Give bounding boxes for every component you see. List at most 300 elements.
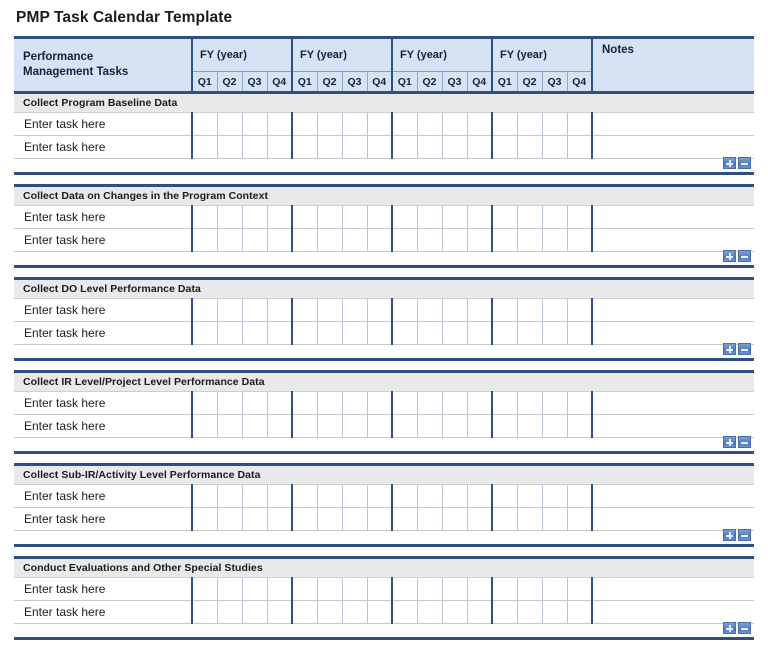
quarter-header-fy3-q3: Q3: [442, 72, 467, 93]
quarter-header-fy1-q3: Q3: [242, 72, 267, 93]
quarter-cell-fy1-q1[interactable]: [192, 415, 217, 438]
quarter-cell-fy1-q2[interactable]: [217, 206, 242, 229]
quarter-header-fy2-q2: Q2: [317, 72, 342, 93]
quarter-cell-fy1-q2[interactable]: [217, 485, 242, 508]
quarter-cell-fy3-q2[interactable]: [417, 601, 442, 624]
quarter-cell-fy2-q3[interactable]: [342, 136, 367, 159]
quarter-cell-fy2-q2[interactable]: [317, 392, 342, 415]
quarter-cell-fy4-q4[interactable]: [567, 415, 592, 438]
task-name-input[interactable]: Enter task here: [14, 415, 192, 438]
quarter-cell-fy4-q1[interactable]: [492, 136, 517, 159]
quarter-cell-fy1-q1[interactable]: [192, 299, 217, 322]
quarter-cell-fy4-q3[interactable]: [542, 485, 567, 508]
quarter-cell-fy4-q2[interactable]: [517, 113, 542, 136]
quarter-cell-fy3-q2[interactable]: [417, 206, 442, 229]
page-title: PMP Task Calendar Template: [16, 9, 232, 27]
quarter-cell-fy4-q3[interactable]: [542, 578, 567, 601]
quarter-cell-fy1-q2[interactable]: [217, 415, 242, 438]
quarter-cell-fy3-q1[interactable]: [392, 113, 417, 136]
section-title: Conduct Evaluations and Other Special Studies: [14, 558, 754, 578]
task-name-input[interactable]: Enter task here: [14, 136, 192, 159]
row-control-button-group: [723, 157, 751, 169]
quarter-cell-fy3-q1[interactable]: [392, 136, 417, 159]
remove-row-button[interactable]: [738, 622, 751, 634]
quarter-cell-fy4-q2[interactable]: [517, 601, 542, 624]
quarter-cell-fy1-q3[interactable]: [242, 485, 267, 508]
quarter-cell-fy3-q4[interactable]: [467, 229, 492, 252]
quarter-cell-fy4-q4[interactable]: [567, 299, 592, 322]
section-controls-row: [14, 624, 754, 639]
quarter-cell-fy3-q3[interactable]: [442, 113, 467, 136]
row-control-button-group: [723, 343, 751, 355]
task-name-input[interactable]: Enter task here: [14, 206, 192, 229]
add-row-button[interactable]: [723, 250, 736, 262]
quarter-cell-fy2-q2[interactable]: [317, 322, 342, 345]
section-controls-cell: [14, 345, 754, 360]
section-gap: [14, 453, 754, 465]
quarter-cell-fy3-q4[interactable]: [467, 415, 492, 438]
quarter-cell-fy1-q3[interactable]: [242, 299, 267, 322]
quarter-cell-fy1-q1[interactable]: [192, 578, 217, 601]
quarter-cell-fy1-q1[interactable]: [192, 601, 217, 624]
quarter-header-fy4-q3: Q3: [542, 72, 567, 93]
quarter-cell-fy4-q4[interactable]: [567, 601, 592, 624]
quarter-cell-fy3-q2[interactable]: [417, 136, 442, 159]
quarter-cell-fy1-q2[interactable]: [217, 299, 242, 322]
quarter-cell-fy3-q3[interactable]: [442, 299, 467, 322]
quarter-cell-fy4-q2[interactable]: [517, 322, 542, 345]
quarter-cell-fy3-q2[interactable]: [417, 299, 442, 322]
section-controls-row: [14, 438, 754, 453]
quarter-header-fy2-q1: Q1: [292, 72, 317, 93]
quarter-cell-fy2-q4[interactable]: [367, 485, 392, 508]
quarter-cell-fy2-q1[interactable]: [292, 508, 317, 531]
quarter-cell-fy2-q2[interactable]: [317, 113, 342, 136]
section-gap-cell: [14, 267, 754, 279]
quarter-cell-fy1-q2[interactable]: [217, 601, 242, 624]
quarter-cell-fy4-q1[interactable]: [492, 299, 517, 322]
quarter-header-fy4-q2: Q2: [517, 72, 542, 93]
quarter-cell-fy3-q1[interactable]: [392, 392, 417, 415]
quarter-cell-fy4-q2[interactable]: [517, 578, 542, 601]
quarter-cell-fy1-q4[interactable]: [267, 229, 292, 252]
task-name-input[interactable]: Enter task here: [14, 578, 192, 601]
remove-row-button[interactable]: [738, 250, 751, 262]
quarter-cell-fy3-q2[interactable]: [417, 229, 442, 252]
quarter-cell-fy1-q1[interactable]: [192, 485, 217, 508]
task-row: [14, 578, 754, 601]
section-title: Collect Sub-IR/Activity Level Performance Data: [14, 465, 754, 485]
quarter-cell-fy2-q4[interactable]: [367, 113, 392, 136]
task-name-input[interactable]: Enter task here: [14, 485, 192, 508]
quarter-cell-fy2-q1[interactable]: [292, 485, 317, 508]
quarter-cell-fy3-q1[interactable]: [392, 508, 417, 531]
quarter-cell-fy1-q2[interactable]: [217, 136, 242, 159]
quarter-cell-fy2-q4[interactable]: [367, 322, 392, 345]
quarter-cell-fy2-q3[interactable]: [342, 322, 367, 345]
quarter-cell-fy4-q4[interactable]: [567, 206, 592, 229]
quarter-cell-fy1-q4[interactable]: [267, 322, 292, 345]
quarter-cell-fy3-q3[interactable]: [442, 601, 467, 624]
quarter-cell-fy1-q3[interactable]: [242, 113, 267, 136]
notes-cell[interactable]: [592, 392, 754, 415]
quarter-cell-fy3-q1[interactable]: [392, 299, 417, 322]
quarter-cell-fy2-q2[interactable]: [317, 206, 342, 229]
quarter-cell-fy3-q3[interactable]: [442, 578, 467, 601]
plus-icon-vertical: [729, 439, 731, 446]
quarter-cell-fy4-q3[interactable]: [542, 322, 567, 345]
quarter-cell-fy4-q4[interactable]: [567, 392, 592, 415]
quarter-cell-fy1-q3[interactable]: [242, 601, 267, 624]
quarter-cell-fy3-q2[interactable]: [417, 415, 442, 438]
quarter-cell-fy1-q1[interactable]: [192, 136, 217, 159]
quarter-cell-fy2-q2[interactable]: [317, 578, 342, 601]
quarter-cell-fy2-q4[interactable]: [367, 206, 392, 229]
quarter-cell-fy4-q4[interactable]: [567, 578, 592, 601]
task-row: [14, 113, 754, 136]
quarter-cell-fy3-q4[interactable]: [467, 508, 492, 531]
notes-cell[interactable]: [592, 206, 754, 229]
quarter-cell-fy2-q3[interactable]: [342, 485, 367, 508]
quarter-cell-fy4-q2[interactable]: [517, 415, 542, 438]
remove-row-button[interactable]: [738, 436, 751, 448]
quarter-cell-fy2-q2[interactable]: [317, 415, 342, 438]
quarter-cell-fy4-q1[interactable]: [492, 206, 517, 229]
quarter-cell-fy2-q3[interactable]: [342, 299, 367, 322]
quarter-cell-fy4-q2[interactable]: [517, 485, 542, 508]
quarter-cell-fy3-q3[interactable]: [442, 322, 467, 345]
quarter-header-fy1-q4: Q4: [267, 72, 292, 93]
minus-icon: [741, 349, 748, 351]
quarter-cell-fy4-q1[interactable]: [492, 485, 517, 508]
quarter-cell-fy4-q1[interactable]: [492, 578, 517, 601]
plus-icon-vertical: [729, 532, 731, 539]
section-controls-row: [14, 345, 754, 360]
section-title: Collect IR Level/Project Level Performance Data: [14, 372, 754, 392]
quarter-cell-fy4-q1[interactable]: [492, 229, 517, 252]
quarter-cell-fy3-q3[interactable]: [442, 415, 467, 438]
task-name-input[interactable]: Enter task here: [14, 322, 192, 345]
table-bottom-spacer-cell: [14, 639, 754, 650]
quarter-cell-fy2-q3[interactable]: [342, 415, 367, 438]
quarter-cell-fy4-q2[interactable]: [517, 392, 542, 415]
quarter-cell-fy3-q1[interactable]: [392, 601, 417, 624]
row-control-button-group: [723, 250, 751, 262]
quarter-cell-fy3-q1[interactable]: [392, 229, 417, 252]
quarter-cell-fy2-q4[interactable]: [367, 508, 392, 531]
section-header-row: [14, 372, 754, 392]
plus-icon-vertical: [729, 160, 731, 167]
quarter-cell-fy1-q2[interactable]: [217, 322, 242, 345]
quarter-cell-fy3-q4[interactable]: [467, 485, 492, 508]
quarter-cell-fy3-q1[interactable]: [392, 206, 417, 229]
quarter-cell-fy3-q1[interactable]: [392, 415, 417, 438]
remove-row-button[interactable]: [738, 343, 751, 355]
quarter-cell-fy4-q3[interactable]: [542, 113, 567, 136]
section-header-row: [14, 558, 754, 578]
section-gap: [14, 546, 754, 558]
quarter-cell-fy2-q4[interactable]: [367, 299, 392, 322]
add-row-button[interactable]: [723, 622, 736, 634]
quarter-cell-fy1-q1[interactable]: [192, 113, 217, 136]
add-row-button[interactable]: [723, 529, 736, 541]
quarter-header-fy4-q4: Q4: [567, 72, 592, 93]
quarter-cell-fy1-q3[interactable]: [242, 392, 267, 415]
quarter-cell-fy3-q1[interactable]: [392, 485, 417, 508]
notes-cell[interactable]: [592, 229, 754, 252]
quarter-cell-fy1-q1[interactable]: [192, 206, 217, 229]
quarter-cell-fy1-q4[interactable]: [267, 136, 292, 159]
header-row-groups: [14, 39, 754, 72]
quarter-cell-fy4-q1[interactable]: [492, 508, 517, 531]
task-column-header-line2: Management Tasks: [23, 65, 191, 80]
task-calendar-table: [14, 36, 754, 650]
quarter-cell-fy2-q3[interactable]: [342, 578, 367, 601]
task-name-input[interactable]: Enter task here: [14, 229, 192, 252]
task-name-input[interactable]: Enter task here: [14, 508, 192, 531]
fy-group-header-3: FY (year): [392, 39, 492, 72]
quarter-cell-fy1-q1[interactable]: [192, 392, 217, 415]
quarter-header-fy3-q1: Q1: [392, 72, 417, 93]
quarter-cell-fy2-q3[interactable]: [342, 229, 367, 252]
quarter-cell-fy3-q2[interactable]: [417, 578, 442, 601]
quarter-cell-fy2-q3[interactable]: [342, 392, 367, 415]
quarter-cell-fy2-q3[interactable]: [342, 601, 367, 624]
notes-cell[interactable]: [592, 578, 754, 601]
quarter-cell-fy1-q4[interactable]: [267, 299, 292, 322]
quarter-cell-fy3-q3[interactable]: [442, 392, 467, 415]
task-name-input[interactable]: Enter task here: [14, 392, 192, 415]
quarter-cell-fy1-q3[interactable]: [242, 229, 267, 252]
quarter-cell-fy1-q2[interactable]: [217, 578, 242, 601]
task-row: [14, 299, 754, 322]
quarter-cell-fy1-q4[interactable]: [267, 578, 292, 601]
notes-column-header: Notes: [592, 39, 754, 93]
remove-row-button[interactable]: [738, 157, 751, 169]
section-header-row: [14, 465, 754, 485]
section-controls-holder: [14, 531, 754, 544]
quarter-cell-fy1-q4[interactable]: [267, 508, 292, 531]
task-name-input[interactable]: Enter task here: [14, 299, 192, 322]
task-row: [14, 206, 754, 229]
quarter-cell-fy4-q1[interactable]: [492, 601, 517, 624]
quarter-header-fy1-q2: Q2: [217, 72, 242, 93]
quarter-cell-fy4-q3[interactable]: [542, 206, 567, 229]
minus-icon: [741, 628, 748, 630]
quarter-cell-fy3-q4[interactable]: [467, 392, 492, 415]
section-header-row: [14, 93, 754, 113]
quarter-cell-fy2-q3[interactable]: [342, 508, 367, 531]
quarter-cell-fy3-q2[interactable]: [417, 485, 442, 508]
section-gap-cell: [14, 360, 754, 372]
quarter-cell-fy4-q3[interactable]: [542, 415, 567, 438]
add-row-button[interactable]: [723, 157, 736, 169]
quarter-cell-fy1-q1[interactable]: [192, 508, 217, 531]
quarter-cell-fy4-q3[interactable]: [542, 392, 567, 415]
quarter-cell-fy2-q1[interactable]: [292, 206, 317, 229]
quarter-cell-fy1-q4[interactable]: [267, 415, 292, 438]
section-gap: [14, 267, 754, 279]
task-row: [14, 392, 754, 415]
quarter-cell-fy2-q2[interactable]: [317, 485, 342, 508]
quarter-cell-fy4-q4[interactable]: [567, 229, 592, 252]
quarter-cell-fy2-q4[interactable]: [367, 578, 392, 601]
quarter-cell-fy3-q4[interactable]: [467, 206, 492, 229]
minus-icon: [741, 442, 748, 444]
task-row: [14, 485, 754, 508]
remove-row-button[interactable]: [738, 529, 751, 541]
calendar-table-body: [14, 36, 754, 650]
quarter-cell-fy2-q1[interactable]: [292, 578, 317, 601]
task-row: [14, 508, 754, 531]
quarter-cell-fy2-q4[interactable]: [367, 415, 392, 438]
quarter-cell-fy2-q1[interactable]: [292, 415, 317, 438]
quarter-cell-fy3-q4[interactable]: [467, 136, 492, 159]
quarter-cell-fy1-q4[interactable]: [267, 485, 292, 508]
quarter-cell-fy4-q2[interactable]: [517, 136, 542, 159]
quarter-cell-fy2-q3[interactable]: [342, 206, 367, 229]
quarter-cell-fy4-q2[interactable]: [517, 229, 542, 252]
task-row: [14, 229, 754, 252]
quarter-cell-fy3-q2[interactable]: [417, 392, 442, 415]
quarter-cell-fy4-q2[interactable]: [517, 299, 542, 322]
quarter-cell-fy3-q2[interactable]: [417, 508, 442, 531]
notes-cell[interactable]: [592, 299, 754, 322]
task-name-input[interactable]: Enter task here: [14, 601, 192, 624]
quarter-cell-fy1-q3[interactable]: [242, 578, 267, 601]
add-row-button[interactable]: [723, 436, 736, 448]
notes-cell[interactable]: [592, 113, 754, 136]
quarter-cell-fy4-q3[interactable]: [542, 299, 567, 322]
quarter-cell-fy2-q2[interactable]: [317, 136, 342, 159]
quarter-cell-fy3-q4[interactable]: [467, 601, 492, 624]
quarter-cell-fy1-q4[interactable]: [267, 601, 292, 624]
quarter-cell-fy1-q3[interactable]: [242, 508, 267, 531]
plus-icon-vertical: [729, 625, 731, 632]
quarter-cell-fy2-q2[interactable]: [317, 508, 342, 531]
section-header-row: [14, 279, 754, 299]
notes-cell[interactable]: [592, 508, 754, 531]
quarter-cell-fy1-q1[interactable]: [192, 322, 217, 345]
quarter-cell-fy2-q3[interactable]: [342, 113, 367, 136]
quarter-cell-fy3-q4[interactable]: [467, 299, 492, 322]
quarter-cell-fy4-q1[interactable]: [492, 322, 517, 345]
quarter-cell-fy3-q3[interactable]: [442, 206, 467, 229]
add-row-button[interactable]: [723, 343, 736, 355]
quarter-cell-fy2-q2[interactable]: [317, 601, 342, 624]
quarter-cell-fy4-q3[interactable]: [542, 229, 567, 252]
task-row: [14, 322, 754, 345]
quarter-cell-fy3-q2[interactable]: [417, 322, 442, 345]
quarter-cell-fy4-q1[interactable]: [492, 113, 517, 136]
quarter-cell-fy3-q3[interactable]: [442, 229, 467, 252]
quarter-cell-fy1-q4[interactable]: [267, 392, 292, 415]
quarter-cell-fy2-q4[interactable]: [367, 136, 392, 159]
quarter-cell-fy1-q2[interactable]: [217, 229, 242, 252]
quarter-cell-fy1-q3[interactable]: [242, 322, 267, 345]
section-header-row: [14, 186, 754, 206]
section-gap: [14, 174, 754, 186]
section-controls-holder: [14, 345, 754, 358]
table-bottom-spacer: [14, 639, 754, 650]
quarter-cell-fy2-q1[interactable]: [292, 299, 317, 322]
quarter-cell-fy4-q4[interactable]: [567, 485, 592, 508]
quarter-cell-fy1-q2[interactable]: [217, 392, 242, 415]
quarter-cell-fy2-q1[interactable]: [292, 322, 317, 345]
section-gap-cell: [14, 453, 754, 465]
quarter-cell-fy4-q3[interactable]: [542, 136, 567, 159]
quarter-cell-fy4-q2[interactable]: [517, 206, 542, 229]
notes-cell[interactable]: [592, 415, 754, 438]
quarter-cell-fy2-q4[interactable]: [367, 229, 392, 252]
quarter-cell-fy3-q1[interactable]: [392, 322, 417, 345]
quarter-cell-fy3-q1[interactable]: [392, 578, 417, 601]
task-row: [14, 136, 754, 159]
quarter-cell-fy1-q3[interactable]: [242, 206, 267, 229]
quarter-cell-fy1-q3[interactable]: [242, 415, 267, 438]
quarter-cell-fy1-q3[interactable]: [242, 136, 267, 159]
quarter-cell-fy4-q2[interactable]: [517, 508, 542, 531]
quarter-header-fy1-q1: Q1: [192, 72, 217, 93]
quarter-cell-fy4-q3[interactable]: [542, 601, 567, 624]
quarter-header-fy2-q3: Q3: [342, 72, 367, 93]
task-name-input[interactable]: Enter task here: [14, 113, 192, 136]
quarter-cell-fy2-q2[interactable]: [317, 229, 342, 252]
quarter-cell-fy3-q3[interactable]: [442, 508, 467, 531]
quarter-cell-fy4-q4[interactable]: [567, 322, 592, 345]
quarter-cell-fy4-q4[interactable]: [567, 136, 592, 159]
quarter-cell-fy3-q2[interactable]: [417, 113, 442, 136]
quarter-cell-fy4-q3[interactable]: [542, 508, 567, 531]
quarter-cell-fy1-q4[interactable]: [267, 206, 292, 229]
section-controls-cell: [14, 624, 754, 639]
quarter-cell-fy4-q4[interactable]: [567, 508, 592, 531]
quarter-cell-fy4-q1[interactable]: [492, 415, 517, 438]
quarter-cell-fy2-q1[interactable]: [292, 601, 317, 624]
fy-group-header-2: FY (year): [292, 39, 392, 72]
notes-cell[interactable]: [592, 136, 754, 159]
section-controls-holder: [14, 438, 754, 451]
quarter-cell-fy2-q1[interactable]: [292, 229, 317, 252]
quarter-cell-fy2-q2[interactable]: [317, 299, 342, 322]
quarter-cell-fy3-q3[interactable]: [442, 485, 467, 508]
quarter-cell-fy3-q4[interactable]: [467, 113, 492, 136]
section-controls-cell: [14, 438, 754, 453]
quarter-cell-fy1-q2[interactable]: [217, 508, 242, 531]
quarter-cell-fy1-q4[interactable]: [267, 113, 292, 136]
quarter-cell-fy2-q4[interactable]: [367, 392, 392, 415]
quarter-cell-fy2-q4[interactable]: [367, 601, 392, 624]
quarter-cell-fy3-q4[interactable]: [467, 322, 492, 345]
section-controls-holder: [14, 159, 754, 172]
quarter-cell-fy3-q4[interactable]: [467, 578, 492, 601]
section-controls-row: [14, 159, 754, 174]
quarter-cell-fy1-q2[interactable]: [217, 113, 242, 136]
section-title: Collect Program Baseline Data: [14, 93, 754, 113]
quarter-cell-fy4-q1[interactable]: [492, 392, 517, 415]
quarter-cell-fy2-q1[interactable]: [292, 136, 317, 159]
notes-cell[interactable]: [592, 322, 754, 345]
quarter-cell-fy2-q1[interactable]: [292, 392, 317, 415]
notes-cell[interactable]: [592, 601, 754, 624]
quarter-cell-fy1-q1[interactable]: [192, 229, 217, 252]
notes-cell[interactable]: [592, 485, 754, 508]
quarter-cell-fy4-q4[interactable]: [567, 113, 592, 136]
quarter-cell-fy2-q1[interactable]: [292, 113, 317, 136]
task-row: [14, 601, 754, 624]
quarter-cell-fy3-q3[interactable]: [442, 136, 467, 159]
fy-group-header-4: FY (year): [492, 39, 592, 72]
